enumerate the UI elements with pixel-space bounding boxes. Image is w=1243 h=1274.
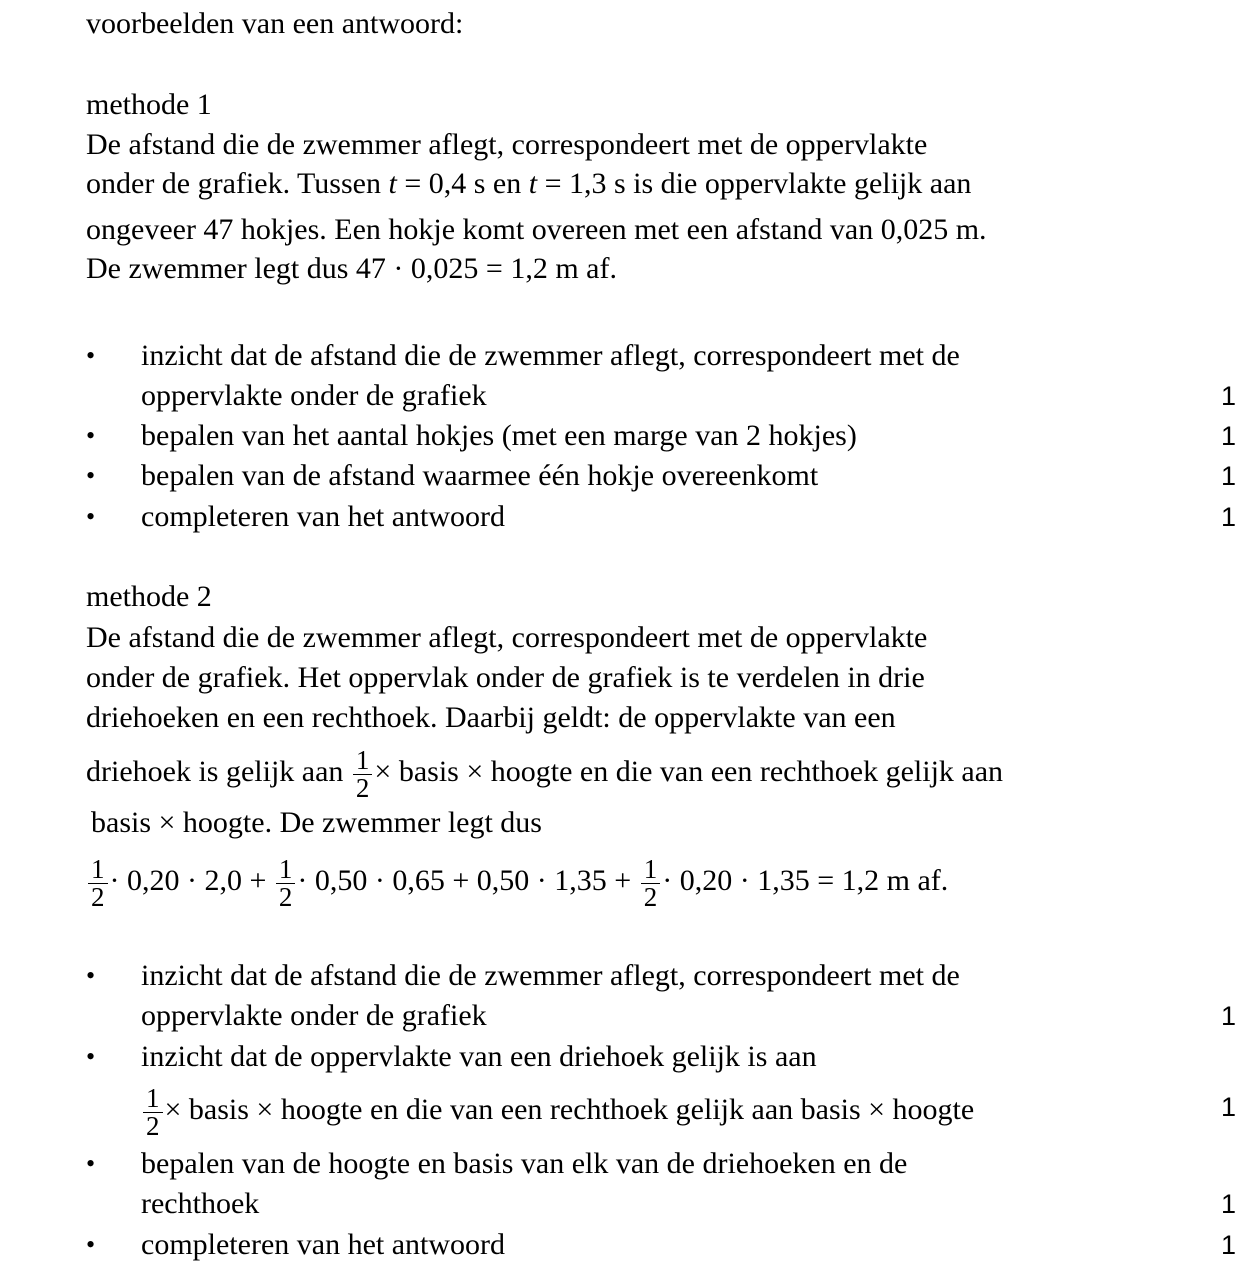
m1-criterion-3-points: 1 xyxy=(1220,461,1236,491)
m1-criterion-1-line-1: inzicht dat de afstand die de zwemmer aflegt, correspondeert met de xyxy=(141,339,960,372)
fraction-one-half: $\frac{1}{2}$ xyxy=(353,747,373,802)
m2-criterion-3-points: 1 xyxy=(1220,1189,1236,1219)
m1-criterion-3: bepalen van de afstand waarmee één hokje overeenkomt xyxy=(141,459,819,492)
method-2-line-4: driehoek is gelijk aan $\frac{1}{2}$ × basis × hoogte en die van een rechthoek gelijk aan xyxy=(86,744,1004,803)
m2-criterion-1-points: 1 xyxy=(1220,1001,1236,1031)
m1-criterion-2-points: 1 xyxy=(1220,421,1236,451)
m2-criterion-4-points: 1 xyxy=(1220,1230,1236,1260)
m1-criterion-2: bepalen van het aantal hokjes (met een marge van 2 hokjes) xyxy=(141,419,857,452)
method-2-line-2: onder de grafiek. Het oppervlak onder de grafiek is te verdelen in drie xyxy=(86,661,925,694)
bullet: • xyxy=(86,1230,96,1259)
fraction-one-half: $\frac{1}{2}$ xyxy=(276,856,296,911)
bullet: • xyxy=(86,961,96,990)
method-1-line-4: De zwemmer legt dus 47 · 0,025 = 1,2 m af. xyxy=(86,252,617,285)
bullet: • xyxy=(86,421,96,450)
fraction-one-half: $\frac{1}{2}$ xyxy=(641,856,661,911)
m2-criterion-2-line-1: inzicht dat de oppervlakte van een driehoek gelijk is aan xyxy=(141,1040,817,1073)
bullet: • xyxy=(86,1042,96,1071)
m1-criterion-1-points: 1 xyxy=(1220,381,1236,411)
method-2-equation: $\frac{1}{2}$ · 0,20 · 2,0 + $\frac{1}{2}$ · 0,50 · 0,65 + 0,50 · 1,35 + $\frac{1}{2}$ · 0,20 · 1,35 = 1,2 m af. xyxy=(86,852,948,910)
m1-criterion-4: completeren van het antwoord xyxy=(141,500,506,533)
m2-criterion-4: completeren van het antwoord xyxy=(141,1228,506,1261)
method-1-title: methode 1 xyxy=(86,88,212,121)
intro-text: voorbeelden van een antwoord: xyxy=(86,7,464,40)
method-1-line-1: De afstand die de zwemmer aflegt, correspondeert met de oppervlakte xyxy=(86,128,928,161)
m2-criterion-3-line-1: bepalen van de hoogte en basis van elk van de driehoeken en de xyxy=(141,1147,908,1180)
m1-criterion-4-points: 1 xyxy=(1220,502,1236,532)
method-2-line-3: driehoeken en een rechthoek. Daarbij geldt: de oppervlakte van een xyxy=(86,701,896,734)
m1-criterion-1-line-2: oppervlakte onder de grafiek xyxy=(141,379,487,412)
m2-criterion-2-line-2: $\frac{1}{2}$ × basis × hoogte en die van een rechthoek gelijk aan basis × hoogte xyxy=(141,1082,974,1138)
bullet: • xyxy=(86,341,96,370)
method-2-line-1: De afstand die de zwemmer aflegt, correspondeert met de oppervlakte xyxy=(86,621,928,654)
method-2-line-5: basis × hoogte. De zwemmer legt dus xyxy=(91,806,542,839)
m2-criterion-1-line-1: inzicht dat de afstand die de zwemmer aflegt, correspondeert met de xyxy=(141,959,960,992)
fraction-one-half: $\frac{1}{2}$ xyxy=(143,1085,163,1140)
method-1-line-3: ongeveer 47 hokjes. Een hokje komt overeen met een afstand van 0,025 m. xyxy=(86,213,987,246)
m2-criterion-1-line-2: oppervlakte onder de grafiek xyxy=(141,999,487,1032)
bullet: • xyxy=(86,461,96,490)
m2-criterion-2-points: 1 xyxy=(1220,1092,1236,1122)
method-1-line-2: onder de grafiek. Tussen t = 0,4 s en t = 1,3 s is die oppervlakte gelijk aan xyxy=(86,167,972,200)
m2-criterion-3-line-2: rechthoek xyxy=(141,1187,260,1220)
bullet: • xyxy=(86,1149,96,1178)
bullet: • xyxy=(86,502,96,531)
fraction-one-half: $\frac{1}{2}$ xyxy=(88,856,108,911)
method-2-title: methode 2 xyxy=(86,580,212,613)
